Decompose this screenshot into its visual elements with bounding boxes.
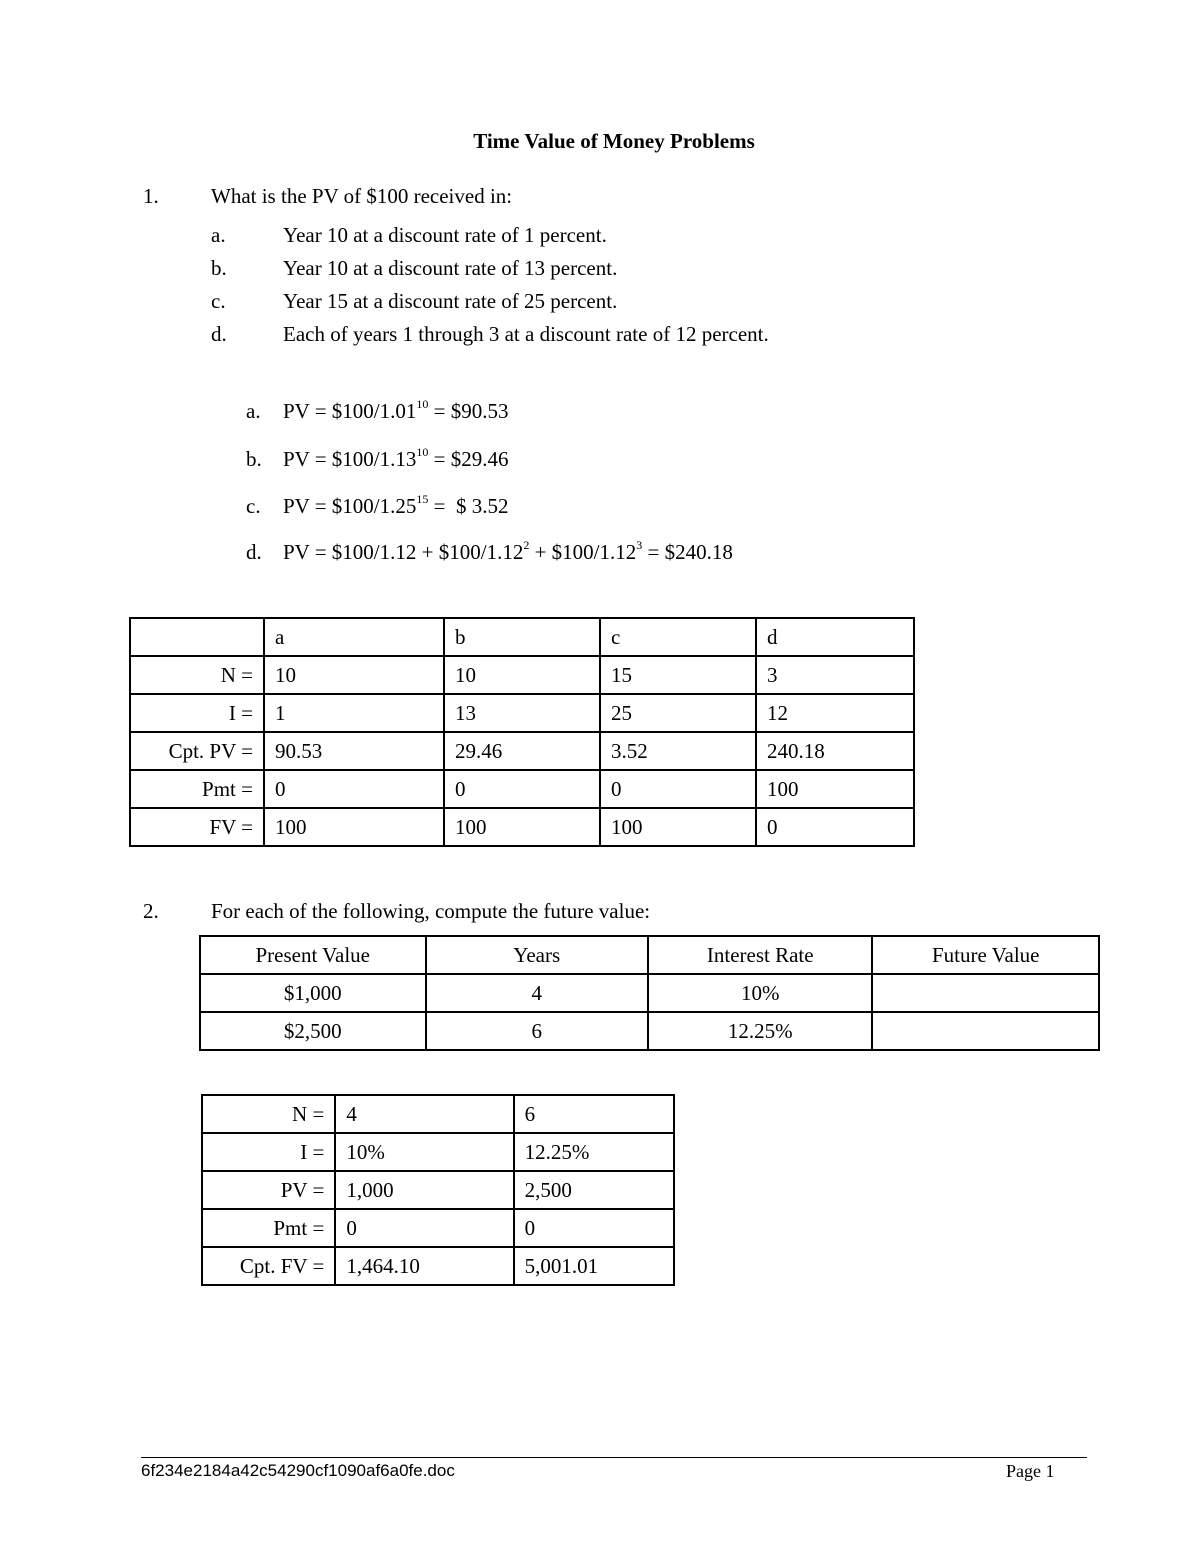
table-cell: 100 xyxy=(444,808,600,846)
footer-page-number: Page 1 xyxy=(1006,1461,1055,1481)
table-row xyxy=(202,1095,674,1133)
table-cell: 100 xyxy=(756,770,914,808)
table-cell: 5,001.01 xyxy=(514,1247,674,1285)
answer-b-label: b. xyxy=(246,447,262,471)
table-cell: 4 xyxy=(426,974,648,1012)
table-cell: $2,500 xyxy=(200,1012,426,1050)
table-cell: 1,464.10 xyxy=(335,1247,513,1285)
answer-c: PV = $\$100/1.25^{15}$ = $ 3.52 xyxy=(283,492,509,518)
table-cell: 10 xyxy=(264,656,444,694)
row-label: N = xyxy=(130,656,264,694)
row-label: I = xyxy=(130,694,264,732)
table-cell: 10% xyxy=(648,974,873,1012)
question-1-text: What is the PV of $100 received in: xyxy=(211,184,513,208)
table-cell: 25 xyxy=(600,694,756,732)
table-cell: b xyxy=(444,618,600,656)
table-cell: 0 xyxy=(756,808,914,846)
table-cell xyxy=(872,1012,1099,1050)
row-label: Cpt. FV = xyxy=(202,1247,335,1285)
table-cell: 6 xyxy=(514,1095,674,1133)
table-cell: 10% xyxy=(335,1133,513,1171)
table-cell: 12.25% xyxy=(648,1012,873,1050)
table-cell: 13 xyxy=(444,694,600,732)
item-b-text: Year 10 at a discount rate of 13 percent. xyxy=(283,256,618,280)
table-header-row xyxy=(130,618,914,656)
table-cell: $1,000 xyxy=(200,974,426,1012)
footer-filename: 6f234e2184a42c54290cf1090af6a0fe.doc xyxy=(141,1461,455,1480)
row-label: PV = xyxy=(202,1171,335,1209)
table-row xyxy=(202,1171,674,1209)
answer-c-label: c. xyxy=(246,494,261,518)
pv-calculator-table xyxy=(129,617,915,847)
table-row xyxy=(202,1209,674,1247)
table-cell: 4 xyxy=(335,1095,513,1133)
row-label: I = xyxy=(202,1133,335,1171)
answer-b: PV = $\$100/1.13^{10}$ = $29.46 xyxy=(283,445,509,471)
row-label: FV = xyxy=(130,808,264,846)
table-cell: 100 xyxy=(600,808,756,846)
row-label: N = xyxy=(202,1095,335,1133)
table-cell: 10 xyxy=(444,656,600,694)
table-cell: 12.25% xyxy=(514,1133,674,1171)
row-label: Cpt. PV = xyxy=(130,732,264,770)
table-cell: d xyxy=(756,618,914,656)
table-header-row xyxy=(200,936,1099,974)
table-cell xyxy=(130,618,264,656)
table-cell: 100 xyxy=(264,808,444,846)
item-c-label: c. xyxy=(211,289,226,313)
item-a-label: a. xyxy=(211,223,226,247)
row-label: Pmt = xyxy=(130,770,264,808)
table-cell: 12 xyxy=(756,694,914,732)
answer-a: PV = $\$100/1.01^{10}$ = $90.53 xyxy=(283,397,509,423)
table-row xyxy=(200,974,1099,1012)
answer-d-label: d. xyxy=(246,540,262,564)
item-c-text: Year 15 at a discount rate of 25 percent. xyxy=(283,289,618,313)
column-header: Interest Rate xyxy=(648,936,873,974)
table-cell: 3 xyxy=(756,656,914,694)
table-cell: 3.52 xyxy=(600,732,756,770)
column-header: Present Value xyxy=(200,936,426,974)
table-cell: 1,000 xyxy=(335,1171,513,1209)
table-row xyxy=(200,1012,1099,1050)
item-d-text: Each of years 1 through 3 at a discount rate of 12 percent. xyxy=(283,322,769,346)
table-cell xyxy=(872,974,1099,1012)
table-cell: 2,500 xyxy=(514,1171,674,1209)
table-cell: 1 xyxy=(264,694,444,732)
table-cell: 0 xyxy=(444,770,600,808)
table-row xyxy=(130,770,914,808)
footer-divider xyxy=(141,1457,1087,1458)
table-cell: 15 xyxy=(600,656,756,694)
table-row xyxy=(202,1133,674,1171)
item-a-text: Year 10 at a discount rate of 1 percent. xyxy=(283,223,607,247)
question-1-number: 1. xyxy=(143,184,159,208)
question-2-number: 2. xyxy=(143,899,159,923)
row-label: Pmt = xyxy=(202,1209,335,1247)
table-row xyxy=(130,808,914,846)
table-cell: 240.18 xyxy=(756,732,914,770)
table-cell: 0 xyxy=(264,770,444,808)
page-title: Time Value of Money Problems xyxy=(473,129,755,153)
table-row xyxy=(130,694,914,732)
table-cell: 90.53 xyxy=(264,732,444,770)
table-row xyxy=(130,732,914,770)
table-row xyxy=(130,656,914,694)
table-row xyxy=(202,1247,674,1285)
answer-d: PV = $100/1.12 + $\$100/1.12^2$ + $\$100/1.12^3$ = $240.18 xyxy=(283,538,733,564)
question-2-text: For each of the following, compute the future value: xyxy=(211,899,651,923)
table-cell: 0 xyxy=(514,1209,674,1247)
table-cell: c xyxy=(600,618,756,656)
fv-problem-table xyxy=(199,935,1100,1051)
fv-calculator-table xyxy=(201,1094,675,1286)
table-cell: a xyxy=(264,618,444,656)
table-cell: 6 xyxy=(426,1012,648,1050)
table-cell: 29.46 xyxy=(444,732,600,770)
answer-a-label: a. xyxy=(246,399,261,423)
column-header: Future Value xyxy=(872,936,1099,974)
table-cell: 0 xyxy=(600,770,756,808)
column-header: Years xyxy=(426,936,648,974)
item-b-label: b. xyxy=(211,256,227,280)
item-d-label: d. xyxy=(211,322,227,346)
table-cell: 0 xyxy=(335,1209,513,1247)
